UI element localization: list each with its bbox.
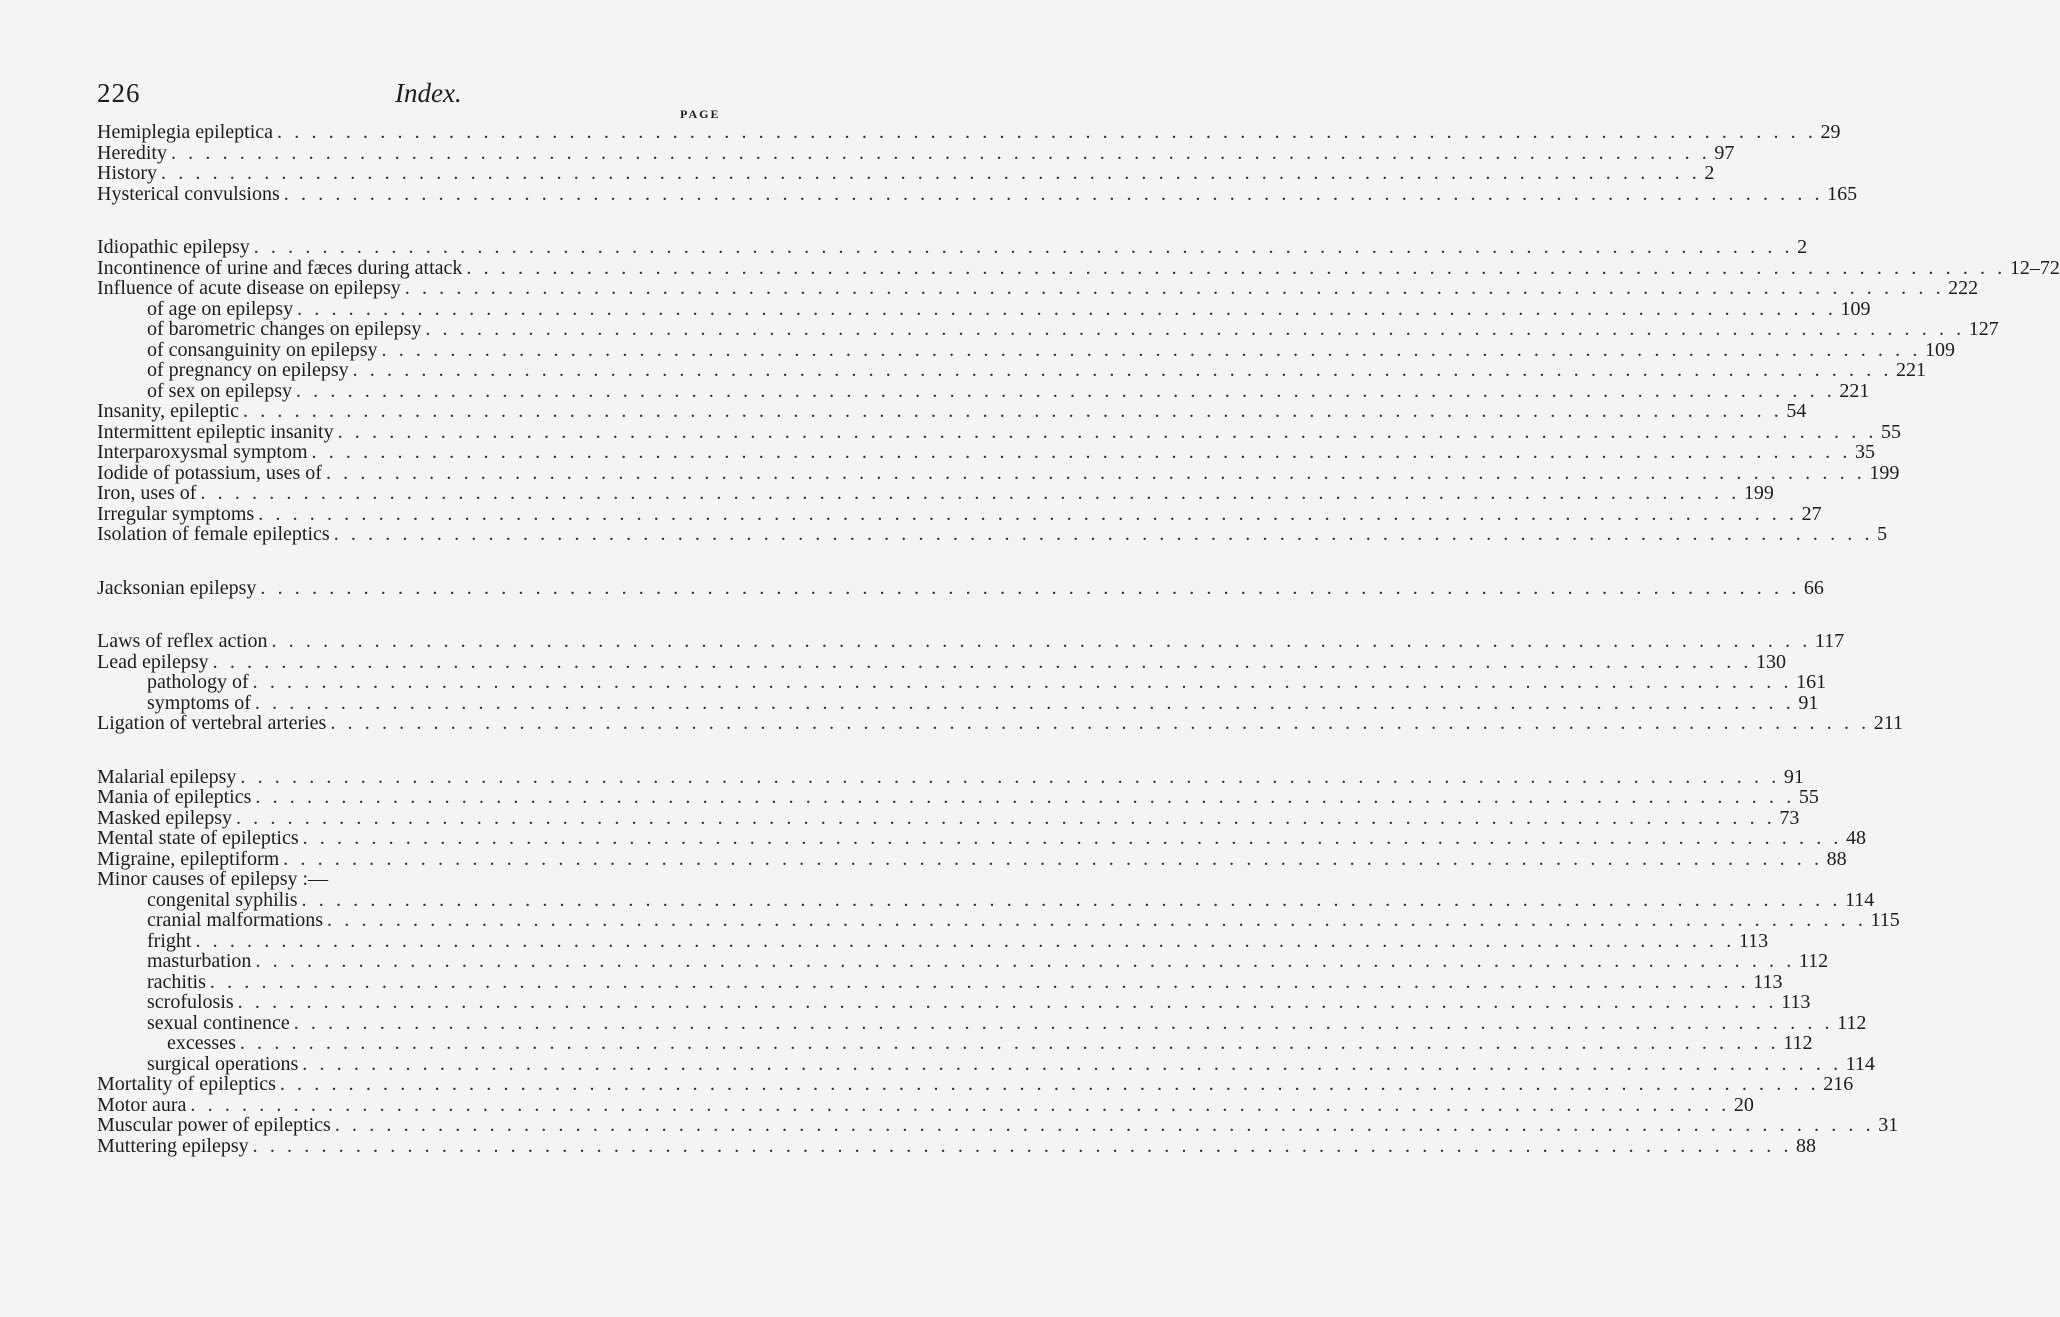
entry-page-number: 20 [1733, 1093, 1754, 1116]
entry-term: Idiopathic epilepsy [97, 236, 250, 258]
index-entry [97, 765, 1804, 788]
entry-term: cranial malformations [147, 909, 324, 931]
index-entry [97, 277, 1979, 299]
entry-term: fright [147, 929, 192, 952]
index-subentry [97, 379, 1870, 402]
dot-leader: . . . . . . . . . . . . . . . . . . . . . . . . . . . . . . . . . . . . . . . . . . . . . . . . . . . . . . . . . . . . . . . . . . . . . . . . . . . . . . . . . . . . . . . . . . [302, 1052, 1842, 1075]
index-subentry [97, 970, 1783, 993]
index-entry [97, 523, 1888, 545]
entry-term: rachitis [147, 970, 206, 993]
entry-page-number: 211 [1873, 712, 1904, 734]
entry-term: of sex on epilepsy [147, 379, 292, 402]
index-section [97, 630, 1904, 734]
entry-term: of barometric changes on epilepsy [147, 318, 422, 340]
dot-leader: . . . . . . . . . . . . . . . . . . . . . . . . . . . . . . . . . . . . . . . . . . . . . . . . . . . . . . . . . . . . . . . . . . . . . . . . . . . . . . . . . . . . . . . . . . [161, 162, 1701, 184]
entry-page-number: 88 [1826, 847, 1847, 870]
index-entry [97, 400, 1807, 422]
dot-leader: . . . . . . . . . . . . . . . . . . . . . . . . . . . . . . . . . . . . . . . . . . . . . . . . . . . . . . . . . . . . . . . . . . . . . . . . . . . . . . . . . . . . . . . . . . [279, 1073, 1820, 1095]
index-entry [97, 806, 1800, 829]
entry-page-number: 54 [1786, 400, 1807, 422]
index-subentry [97, 1032, 1813, 1054]
entry-term: excesses [167, 1032, 236, 1054]
entry-term: masturbation [147, 950, 252, 972]
entry-page-number: 222 [1948, 277, 1979, 299]
entry-page-number: 29 [1820, 121, 1841, 143]
entry-page-number: 113 [1738, 929, 1769, 952]
dot-leader: . . . . . . . . . . . . . . . . . . . . . . . . . . . . . . . . . . . . . . . . . . . . . . . . . . . . . . . . . . . . . . . . . . . . . . . . . . . . . . . . . . . . . . . . . . [254, 691, 1795, 714]
index-subentry [97, 1011, 1867, 1034]
entry-term: Muscular power of epileptics [97, 1114, 331, 1136]
entry-page-number: 27 [1801, 502, 1822, 525]
index-entry [97, 256, 2060, 279]
dot-leader: . . . . . . . . . . . . . . . . . . . . . . . . . . . . . . . . . . . . . . . . . . . . . . . . . . . . . . . . . . . . . . . . . . . . . . . . . . . . . . . . . . . . . . . . . . [404, 277, 1945, 299]
dot-leader: . . . . . . . . . . . . . . . . . . . . . . . . . . . . . . . . . . . . . . . . . . . . . . . . . . . . . . . . . . . . . . . . . . . . . . . . . . . . . . . . . . . . . . . . . . [170, 141, 1711, 164]
index-subentry [97, 297, 1871, 320]
dot-leader: . . . . . . . . . . . . . . . . . . . . . . . . . . . . . . . . . . . . . . . . . . . . . . . . . . . . . . . . . . . . . . . . . . . . . . . . . . . . . . . . . . . . . . . . . . [333, 523, 1874, 545]
dot-leader: . . . . . . . . . . . . . . . . . . . . . . . . . . . . . . . . . . . . . . . . . . . . . . . . . . . . . . . . . . . . . . . . . . . . . . . . . . . . . . . . . . . . . . . . . . [195, 929, 1735, 952]
entry-page-number: 113 [1781, 991, 1811, 1013]
entry-page-number: 91 [1783, 765, 1804, 788]
index-subentry [97, 671, 1827, 693]
entry-page-number: 109 [1924, 338, 1955, 361]
entry-term: Muttering epilepsy [97, 1134, 249, 1157]
dot-leader: . . . . . . . . . . . . . . . . . . . . . . . . . . . . . . . . . . . . . . . . . . . . . . . . . . . . . . . . . . . . . . . . . . . . . . . . . . . . . . . . . . . . . . . . . . [239, 1032, 1780, 1054]
dot-leader: . . . . . . . . . . . . . . . . . . . . . . . . . . . . . . . . . . . . . . . . . . . . . . . . . . . . . . . . . . . . . . . . . . . . . . . . . . . . . . . . . . . . . . . . . . [253, 236, 1794, 258]
index-entry [97, 141, 1735, 164]
entry-page-number: 199 [1743, 482, 1774, 504]
dot-leader: . . . . . . . . . . . . . . . . . . . . . . . . . . . . . . . . . . . . . . . . . . . . . . . . . . . . . . . . . . . . . . . . . . . . . . . . . . . . . . . . . . . . . . . . . . [295, 379, 1836, 402]
index-subentry [97, 1052, 1875, 1075]
entry-page-number: 117 [1814, 630, 1845, 652]
entry-page-number: 109 [1840, 297, 1871, 320]
page-column-label: PAGE [680, 107, 721, 121]
dot-leader: . . . . . . . . . . . . . . . . . . . . . . . . . . . . . . . . . . . . . . . . . . . . . . . . . . . . . . . . . . . . . . . . . . . . . . . . . . . . . . . . . . . . . . . . . . [258, 502, 1798, 525]
entry-page-number: 112 [1783, 1032, 1813, 1054]
dot-leader: . . . . . . . . . . . . . . . . . . . . . . . . . . . . . . . . . . . . . . . . . . . . . . . . . . . . . . . . . . . . . . . . . . . . . . . . . . . . . . . . . . . . . . . . . . [425, 318, 1965, 340]
index-entry [97, 576, 1824, 599]
index-subentry [97, 338, 1955, 361]
dot-leader: . . . . . . . . . . . . . . . . . . . . . . . . . . . . . . . . . . . . . . . . . . . . . . . . . . . . . . . . . . . . . . . . . . . . . . . . . . . . . . . . . . . . . . . . . . [237, 991, 1778, 1013]
index-entry [97, 182, 1858, 205]
dot-leader: . . . . . . . . . . . . . . . . . . . . . . . . . . . . . . . . . . . . . . . . . . . . . . . . . . . . . . . . . . . . . . . . . . . . . . . . . . . . . . . . . . . . . . . . . . [252, 671, 1793, 693]
index-section [97, 576, 1824, 599]
entry-term: Irregular symptoms [97, 502, 255, 525]
index-entry [97, 162, 1715, 184]
dot-leader: . . . . . . . . . . . . . . . . . . . . . . . . . . . . . . . . . . . . . . . . . . . . . . . . . . . . . . . . . . . . . . . . . . . . . . . . . . . . . . . . . . . . . . . . . . [271, 630, 1811, 652]
entry-term: symptoms of [147, 691, 251, 714]
entry-page-number: 199 [1869, 461, 1900, 484]
entry-page-number: 221 [1896, 359, 1927, 381]
entry-page-number: 35 [1854, 441, 1875, 463]
entry-page-number: 161 [1796, 671, 1827, 693]
dot-leader: . . . . . . . . . . . . . . . . . . . . . . . . . . . . . . . . . . . . . . . . . . . . . . . . . . . . . . . . . . . . . . . . . . . . . . . . . . . . . . . . . . . . . . . . . . [381, 338, 1921, 361]
dot-leader: . . . . . . . . . . . . . . . . . . . . . . . . . . . . . . . . . . . . . . . . . . . . . . . . . . . . . . . . . . . . . . . . . . . . . . . . . . . . . . . . . . . . . . . . . . [302, 827, 1843, 849]
entry-term: Jacksonian epilepsy [97, 576, 257, 599]
entry-page-number: 112 [1798, 950, 1829, 972]
entry-page-number: 12–72 [2009, 256, 2060, 279]
index-entry [97, 482, 1774, 504]
index-subentry [97, 909, 1900, 931]
entry-term: Lead epilepsy [97, 650, 209, 673]
index-subentry [97, 950, 1829, 972]
dot-leader: . . . . . . . . . . . . . . . . . . . . . . . . . . . . . . . . . . . . . . . . . . . . . . . . . . . . . . . . . . . . . . . . . . . . . . . . . . . . . . . . . . . . . . . . . . [352, 359, 1893, 381]
index-subentry [97, 929, 1769, 952]
dot-leader: . . . . . . . . . . . . . . . . . . . . . . . . . . . . . . . . . . . . . . . . . . . . . . . . . . . . . . . . . . . . . . . . . . . . . . . . . . . . . . . . . . . . . . . . . . [466, 256, 2006, 279]
index-entry [97, 869, 739, 890]
dot-leader: . . . . . . . . . . . . . . . . . . . . . . . . . . . . . . . . . . . . . . . . . . . . . . . . . . . . . . . . . . . . . . . . . . . . . . . . . . . . . . . . . . . . . . . . . . [252, 1134, 1793, 1157]
index-entry [97, 1114, 1899, 1136]
entry-page-number: 113 [1753, 970, 1783, 993]
entry-page-number: 2 [1704, 162, 1715, 184]
entry-page-number: 66 [1803, 576, 1824, 599]
entry-term: Incontinence of urine and fæces during attack [97, 256, 463, 279]
entry-page-number: 31 [1878, 1114, 1899, 1136]
dot-leader: . . . . . . . . . . . . . . . . . . . . . . . . . . . . . . . . . . . . . . . . . . . . . . . . . . . . . . . . . . . . . . . . . . . . . . . . . . . . . . . . . . . . . . . . . . [337, 420, 1878, 443]
entry-term: Iron, uses of [97, 482, 197, 504]
entry-term: Malarial epilepsy [97, 765, 237, 788]
index-entry [97, 1134, 1817, 1157]
index-entry [97, 1073, 1854, 1095]
entry-term: Heredity [97, 141, 167, 164]
entry-term: of pregnancy on epilepsy [147, 359, 349, 381]
index-entry [97, 712, 1904, 734]
index-entry [97, 502, 1822, 525]
entry-term: Mortality of epileptics [97, 1073, 276, 1095]
entry-term: sexual continence [147, 1011, 290, 1034]
entry-page-number: 48 [1846, 827, 1867, 849]
dot-leader: . . . . . . . . . . . . . . . . . . . . . . . . . . . . . . . . . . . . . . . . . . . . . . . . . . . . . . . . . . . . . . . . . . . . . . . . . . . . . . . . . . . . . . . . . . [255, 786, 1795, 808]
entry-term: Migraine, epileptiform [97, 847, 280, 870]
entry-term: Iodide of potassium, uses of [97, 461, 322, 484]
entry-page-number: 88 [1796, 1134, 1817, 1157]
entry-term: Laws of reflex action [97, 630, 268, 652]
dot-leader: . . . . . . . . . . . . . . . . . . . . . . . . . . . . . . . . . . . . . . . . . . . . . . . . . . . . . . . . . . . . . . . . . . . . . . . . . . . . . . . . . . . . . . . . . . [297, 297, 1837, 320]
entry-page-number: 115 [1870, 909, 1900, 931]
dot-leader: . . . . . . . . . . . . . . . . . . . . . . . . . . . . . . . . . . . . . . . . . . . . . . . . . . . . . . . . . . . . . . . . . . . . . . . . . . . . . . . . . . . . . . . . . . [325, 461, 1866, 484]
index-section [97, 765, 1900, 1157]
entry-page-number: 221 [1839, 379, 1870, 402]
entry-term: surgical operations [147, 1052, 299, 1075]
entry-term: congenital syphilis [147, 888, 298, 911]
entry-term: Mania of epileptics [97, 786, 252, 808]
entry-term: Interparoxysmal symptom [97, 441, 308, 463]
index-subentry [97, 318, 1999, 340]
index-entry [97, 236, 1808, 258]
entry-page-number: 2 [1797, 236, 1808, 258]
running-title: Index. [395, 78, 462, 108]
index-entry [97, 1093, 1754, 1116]
index-entry [97, 786, 1819, 808]
index-entry [97, 847, 1847, 870]
entry-page-number: 55 [1798, 786, 1819, 808]
dot-leader: . . . . . . . . . . . . . . . . . . . . . . . . . . . . . . . . . . . . . . . . . . . . . . . . . . . . . . . . . . . . . . . . . . . . . . . . . . . . . . . . . . . . . . . . . . [301, 888, 1841, 911]
index-list [97, 121, 2060, 1157]
dot-leader: . . . . . . . . . . . . . . . . . . . . . . . . . . . . . . . . . . . . . . . . . . . . . . . . . . . . . . . . . . . . . . . . . . . . . . . . . . . . . . . . . . . . . . . . . . [293, 1011, 1834, 1034]
dot-leader: . . . . . . . . . . . . . . . . . . . . . . . . . . . . . . . . . . . . . . . . . . . . . . . . . . . . . . . . . . . . . . . . . . . . . . . . . . . . . . . . . . . . . . . . . . [255, 950, 1795, 972]
dot-leader: . . . . . . . . . . . . . . . . . . . . . . . . . . . . . . . . . . . . . . . . . . . . . . . . . . . . . . . . . . . . . . . . . . . . . . . . . . . . . . . . . . . . . . . . . . [212, 650, 1753, 673]
entry-term: pathology of [147, 671, 249, 693]
index-subentry [97, 888, 1875, 911]
entry-page-number: 165 [1827, 182, 1858, 205]
entry-term: of age on epilepsy [147, 297, 294, 320]
entry-term: of consanguinity on epilepsy [147, 338, 378, 361]
index-subentry [97, 691, 1819, 714]
dot-leader: . . . . . . . . . . . . . . . . . . . . . . . . . . . . . . . . . . . . . . . . . . . . . . . . . . . . . . . . . . . . . . . . . . . . . . . . . . . . . . . . . . . . . . . . . . [260, 576, 1800, 599]
index-entry [97, 827, 1867, 849]
dot-leader: . . . . . . . . . . . . . . . . . . . . . . . . . . . . . . . . . . . . . . . . . . . . . . . . . . . . . . . . . . . . . . . . . . . . . . . . . . . . . . . . . . . . . . . . . . [283, 182, 1824, 205]
dot-leader: . . . . . . . . . . . . . . . . . . . . . . . . . . . . . . . . . . . . . . . . . . . . . . . . . . . . . . . . . . . . . . . . . . . . . . . . . . . . . . . . . . . . . . . . . . [334, 1114, 1875, 1136]
dot-leader: . . . . . . . . . . . . . . . . . . . . . . . . . . . . . . . . . . . . . . . . . . . . . . . . . . . . . . . . . . . . . . . . . . . . . . . . . . . . . . . . . . . . . . . . . . [283, 847, 1823, 870]
entry-page-number: 97 [1714, 141, 1735, 164]
entry-page-number: 55 [1881, 420, 1902, 443]
entry-page-number: 112 [1837, 1011, 1867, 1034]
entry-term: Ligation of vertebral arteries [97, 712, 327, 734]
entry-term: Masked epilepsy [97, 806, 232, 829]
dot-leader: . . . . . . . . . . . . . . . . . . . . . . . . . . . . . . . . . . . . . . . . . . . . . . . . . . . . . . . . . . . . . . . . . . . . . . . . . . . . . . . . . . . . . . . . . . [190, 1093, 1730, 1116]
entry-page-number: 216 [1823, 1073, 1854, 1095]
dot-leader: . . . . . . . . . . . . . . . . . . . . . . . . . . . . . . . . . . . . . . . . . . . . . . . . . . . . . . . . . . . . . . . . . . . . . . . . . . . . . . . . . . . . . . . . . . [311, 441, 1851, 463]
page-number: 226 [97, 78, 141, 108]
index-entry [97, 650, 1787, 673]
entry-term: scrofulosis [147, 991, 234, 1013]
entry-page-number: 73 [1779, 806, 1800, 829]
index-entry [97, 121, 1841, 143]
entry-term: History [97, 162, 157, 184]
index-entry [97, 441, 1875, 463]
entry-term: Hysterical convulsions [97, 182, 280, 205]
entry-term: Minor causes of epilepsy :— [97, 868, 329, 890]
entry-page-number: 127 [1968, 318, 1999, 340]
index-entry [97, 420, 1902, 443]
entry-page-number: 130 [1756, 650, 1787, 673]
entry-page-number: 114 [1845, 1052, 1875, 1075]
entry-page-number: 5 [1877, 523, 1888, 545]
index-section [97, 236, 2060, 545]
entry-term: Motor aura [97, 1093, 187, 1116]
index-section [97, 121, 1858, 205]
dot-leader: . . . . . . . . . . . . . . . . . . . . . . . . . . . . . . . . . . . . . . . . . . . . . . . . . . . . . . . . . . . . . . . . . . . . . . . . . . . . . . . . . . . . . . . . . . [209, 970, 1750, 993]
dot-leader: . . . . . . . . . . . . . . . . . . . . . . . . . . . . . . . . . . . . . . . . . . . . . . . . . . . . . . . . . . . . . . . . . . . . . . . . . . . . . . . . . . . . . . . . . . [235, 806, 1776, 829]
dot-leader: . . . . . . . . . . . . . . . . . . . . . . . . . . . . . . . . . . . . . . . . . . . . . . . . . . . . . . . . . . . . . . . . . . . . . . . . . . . . . . . . . . . . . . . . . . [200, 482, 1740, 504]
index-entry [97, 630, 1845, 652]
entry-term: Hemiplegia epileptica [97, 121, 274, 143]
entry-page-number: 91 [1798, 691, 1819, 714]
index-entry [97, 461, 1900, 484]
dot-leader: . . . . . . . . . . . . . . . . . . . . . . . . . . . . . . . . . . . . . . . . . . . . . . . . . . . . . . . . . . . . . . . . . . . . . . . . . . . . . . . . . . . . . . . . . . [327, 909, 1867, 931]
dot-leader: . . . . . . . . . . . . . . . . . . . . . . . . . . . . . . . . . . . . . . . . . . . . . . . . . . . . . . . . . . . . . . . . . . . . . . . . . . . . . . . . . . . . . . . . . . [330, 712, 1870, 734]
entry-term: Mental state of epileptics [97, 827, 299, 849]
dot-leader: . . . . . . . . . . . . . . . . . . . . . . . . . . . . . . . . . . . . . . . . . . . . . . . . . . . . . . . . . . . . . . . . . . . . . . . . . . . . . . . . . . . . . . . . . . [240, 765, 1780, 788]
dot-leader: . . . . . . . . . . . . . . . . . . . . . . . . . . . . . . . . . . . . . . . . . . . . . . . . . . . . . . . . . . . . . . . . . . . . . . . . . . . . . . . . . . . . . . . . . . [277, 121, 1817, 143]
entry-term: Influence of acute disease on epilepsy [97, 277, 401, 299]
dot-leader: . . . . . . . . . . . . . . . . . . . . . . . . . . . . . . . . . . . . . . . . . . . . . . . . . . . . . . . . . . . . . . . . . . . . . . . . . . . . . . . . . . . . . . . . . . [243, 400, 1783, 422]
entry-term: Intermittent epileptic insanity [97, 420, 334, 443]
entry-term: Isolation of female epileptics [97, 523, 330, 545]
entry-term: Insanity, epileptic [97, 400, 239, 422]
entry-page-number: 114 [1844, 888, 1875, 911]
index-subentry [97, 359, 1927, 381]
index-subentry [97, 991, 1811, 1013]
page-header [97, 78, 717, 114]
